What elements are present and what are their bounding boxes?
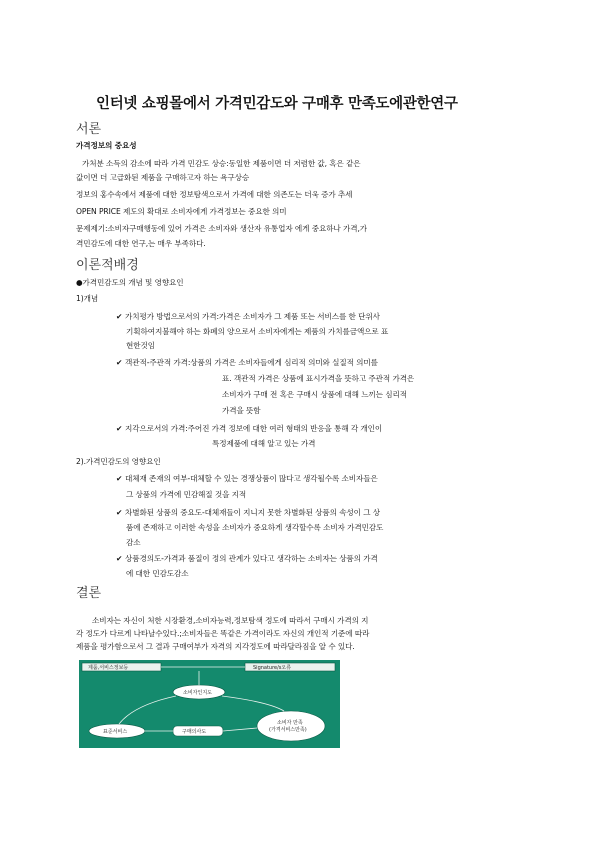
diagram-node-bottom-right xyxy=(257,711,325,741)
section-conclusion-heading: 결론 xyxy=(76,586,102,601)
check-icon: ✔ xyxy=(116,554,123,563)
diagram-label-bottom-left: 표준서비스 xyxy=(103,729,128,735)
conclusion-line: 소비자는 자신이 처한 시장환경,소비자능력,정보탐색 정도에 따라서 구매시 가격의 지 xyxy=(92,616,369,625)
check-icon: ✔ xyxy=(116,508,123,517)
check-icon: ✔ xyxy=(116,312,123,321)
consumer-model-diagram xyxy=(79,660,340,748)
concept-item: ✔ 가치평가 방법으로서의 가격:가격은 소비자가 그 제품 또는 서비스를 한 단위사 xyxy=(116,310,380,324)
diagram-svg xyxy=(79,660,340,748)
conclusion-line: 각 정도가 다르게 나타날수있다.;소비자들은 똑같은 가격이라도 자신의 개인적 기준에 따라 xyxy=(76,629,370,638)
factor-line: 그 상품의 가격에 민감해질 것을 지적 xyxy=(126,490,247,499)
diagram-label-bottom-center: 구매의사도 xyxy=(182,729,207,735)
diagram-connector-right xyxy=(223,728,257,731)
diagram-label-center-top: 소비자인지도 xyxy=(183,690,212,696)
factor-line: 에 대한 민감도감소 xyxy=(126,569,189,578)
concept-line: 현한것임 xyxy=(126,341,155,350)
intro-line: 값이면 더 고급화된 제품을 구매하고자 하는 욕구상승 xyxy=(76,173,250,182)
factor-item: ✔ 상품경의도-가격과 품질이 정의 관계가 있다고 생각하는 소비자는 상품의 가격 xyxy=(116,552,378,566)
theory-subheading-factors: 2).가격민감도의 영향요인 xyxy=(76,457,161,466)
conclusion-line: 제품을 평가함으로서 그 결과 구매여부가 자격의 지각정도에 따라달라짐을 알 수 있다. xyxy=(76,642,355,651)
intro-line: 문제제기:소비자구매행동에 있어 가격은 소비자와 생산자 유통업자 에게 중요하나 가격,가 xyxy=(76,224,367,233)
section-theory-heading: 이론적배경 xyxy=(76,258,139,273)
intro-line: 가처분 소득의 감소에 따라 가격 민감도 상승:동일한 제품이면 더 저렴한 값, 혹은 같은 xyxy=(82,159,361,168)
concept-line: 특정제품에 대해 알고 있는 가격 xyxy=(212,439,316,448)
concept-item: ✔ 지각으로서의 가격:주어진 가격 정보에 대한 여러 형태의 반응을 통해 각 개인이 xyxy=(116,422,382,436)
diagram-label-bottom-right-1: 소비자 만족 xyxy=(277,720,303,726)
factor-item: ✔ 대체재 존재의 여부-대체할 수 있는 경쟁상품이 많다고 생각될수록 소비자들은 xyxy=(116,472,378,486)
concept-line: 가격을 뜻함 xyxy=(222,406,261,415)
factor-line: 품에 존재하고 이러한 속성을 소비자가 중요하게 생각할수록 소비자 가격민감도 xyxy=(126,523,384,532)
concept-item: ✔ 객관적-주관적 가격:상품의 가격은 소비자들에게 심리적 의미와 실질적 의미를 xyxy=(116,356,378,370)
diagram-label-top-left: 제품,서비스정보등 xyxy=(88,665,129,671)
intro-subheading: 가격정보의 중요성 xyxy=(76,141,137,150)
intro-line: 정보의 홍수속에서 제품에 대한 정보탐색으로서 가격에 대한 의존도는 더욱 증가 추세 xyxy=(76,190,353,199)
theory-bullet: ●가격민감도의 개념 및 영향요인 xyxy=(76,278,184,287)
intro-line: OPEN PRICE 제도의 확대로 소비자에게 가격정보는 중요한 의미 xyxy=(76,207,287,216)
diagram-label-top-right: Signature/s오류 xyxy=(253,665,292,671)
factor-line: 감소 xyxy=(126,538,141,547)
intro-line: 격민감도에 대한 연구,는 매우 부족하다. xyxy=(76,239,206,248)
check-icon: ✔ xyxy=(116,474,123,483)
check-icon: ✔ xyxy=(116,358,123,367)
concept-line: 소비자가 구매 전 혹은 구매시 상품에 대해 느끼는 심리적 xyxy=(222,390,407,399)
theory-subheading-concept: 1)개념 xyxy=(76,294,99,303)
diagram-label-bottom-right-2: (가격서비스만족) xyxy=(269,727,307,733)
section-intro-heading: 서론 xyxy=(76,122,102,137)
page-title: 인터넷 쇼핑몰에서 가격민감도와 구매후 만족도에관한연구 xyxy=(96,96,458,112)
concept-line: 표. 객관적 가격은 상품에 표시가격을 뜻하고 주관적 가격은 xyxy=(222,374,415,383)
diagram-curve-left xyxy=(119,696,176,724)
check-icon: ✔ xyxy=(116,424,123,433)
diagram-curve-right xyxy=(222,696,284,711)
concept-line: 기획하여지불해야 하는 화폐의 양으로서 소비자에게는 제품의 가치를금액으로 표 xyxy=(126,327,389,336)
factor-item: ✔ 차별화된 상품의 중요도-대체재들이 지니지 못한 차별화된 상품의 속성이 그 상 xyxy=(116,506,380,520)
